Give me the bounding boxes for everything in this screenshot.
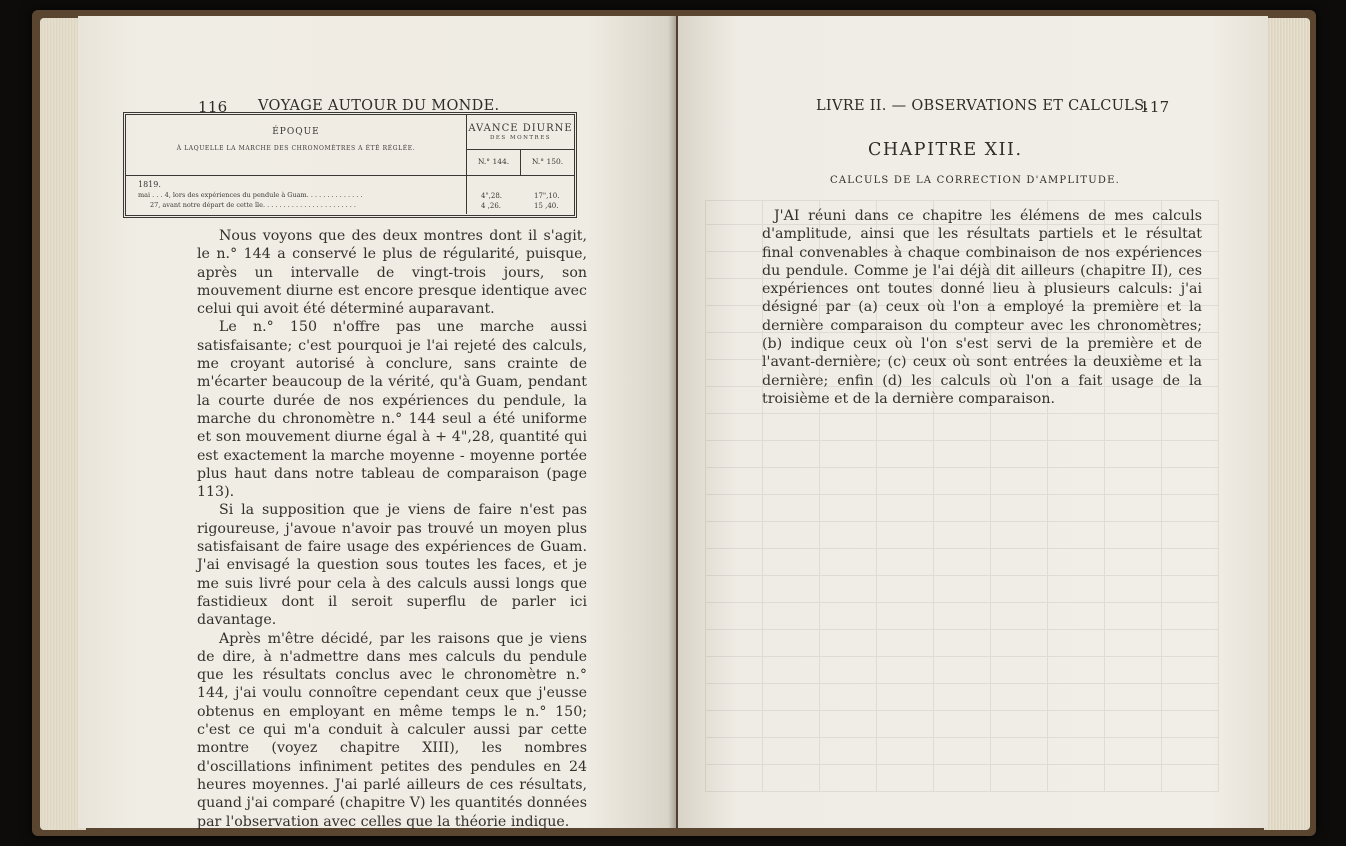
page-edges-right [1264,18,1310,830]
table-header-epoch [126,115,467,176]
table-col1-subtitle: À LAQUELLE LA MARCHE DES CHRONOMÈTRES A ÉTÉ RÉGLÉE. [176,145,416,152]
paragraph: Si la supposition que je viens de faire n'est pas rigoureuse, j'avoue n'avoir pas trouvé un moyen plus satisfaisant de faire usage des expériences de Guam. J'ai envisagé la question sous toutes les faces, et je me suis livré pour cela à des calculs aussi longs que fastidieux dont il seroit superflu de parler ici davantage. [197,502,587,629]
right-page-number: 117 [1140,98,1170,116]
chapter-subtitle: CALCULS DE LA CORRECTION D'AMPLITUDE. [830,175,1120,186]
table-cell: 15 ,40. [534,202,559,210]
chronometer-table [123,112,577,218]
paragraph: Après m'être décidé, par les raisons que je viens de dire, à n'admettre dans mes calculs du pendule que les résultats conclus avec le chronomètre n.° 144, j'ai voulu connoître cependant ceux que j'eusse obtenus en employant en même temps le n.° 150; c'est ce qui m'a conduit à calculer aussi par cette montre (voyez chapitre XIII), les nombres d'oscillations infiniment petites des pendules en 24 heures moyennes. J'ai parlé ailleurs de ces résultats, quand j'ai comparé (chapitre V) les quantités données par l'observation avec celles que la théorie indique. [197,630,587,830]
left-running-title: VOYAGE AUTOUR DU MONDE. [258,98,500,114]
paragraph: Nous voyons que des deux montres dont il s'agit, le n.° 144 a conservé le plus de régularité, puisque, après un intervalle de vingt-trois jours, son mouvement diurne est encore presque identique avec celui qui avoit été déterminé auparavant. [197,228,587,318]
table-col2-title: AVANCE DIURNE [468,123,573,134]
left-page-body [197,227,587,831]
table-cell: 4 ,26. [481,202,502,210]
right-page-body [762,207,1202,408]
left-page-number: 116 [198,98,228,116]
table-row-label: 27, avant notre départ de cette île. . . . . . . . . . . . . . . . . . . . . . . [150,201,356,209]
table-col1-title: ÉPOQUE [272,127,320,137]
table-cell: 4",28. [481,192,503,200]
table-body [126,176,467,214]
paragraph: Le n.° 150 n'offre pas une marche aussi satisfaisante; c'est pourquoi je l'ai rejeté des calculs, me croyant autorisé à conclure, sans crainte de m'écarter beaucoup de la vérité, qu'à Guam, pendant la courte durée de nos expériences du pendule, la marche du chronomètre n.° 144 seul a été uniforme et son mouvement diurne égal à + 4",28, quantité qui est exactement la marche moyenne - moyenne portée plus haut dans notre tableau de comparaison (page 113). [197,319,587,501]
paragraph: J'AI réuni dans ce chapitre les élémens de mes calculs d'amplitude, ainsi que les résultats partiels et le résultat final convenables à chaque combinaison de nos expériences du pendule. Comme je l'ai déjà dit ailleurs (chapitre II), ces expériences ont toutes donné lieu à plusieurs calculs: j'ai désigné par (a) ceux où l'on a employé la première et la dernière comparaison du compteur avec les chronomètres; (b) indique ceux où l'on s'est servi de la première et de l'avant-dernière; (c) ceux où sont entrées la deuxième et la dernière; enfin (d) les calculs où l'on a fait usage de la troisième et de la dernière comparaison. [762,208,1202,407]
table-col2-subtitle: DES MONTRES [490,135,551,141]
chapter-title: CHAPITRE XII. [868,140,1023,160]
table-subcol-144: N.° 144. [467,150,521,176]
table-row-label: mai . . . 4, lors des expériences du pendule à Guam. . . . . . . . . . . . . . [138,191,363,199]
right-running-title: LIVRE II. — OBSERVATIONS ET CALCULS. [816,98,1149,114]
table-year: 1819. [138,180,161,189]
table-header-avance [467,115,574,176]
table-subcol-150: N.° 150. [531,157,564,166]
table-cell: 17",10. [534,192,560,200]
